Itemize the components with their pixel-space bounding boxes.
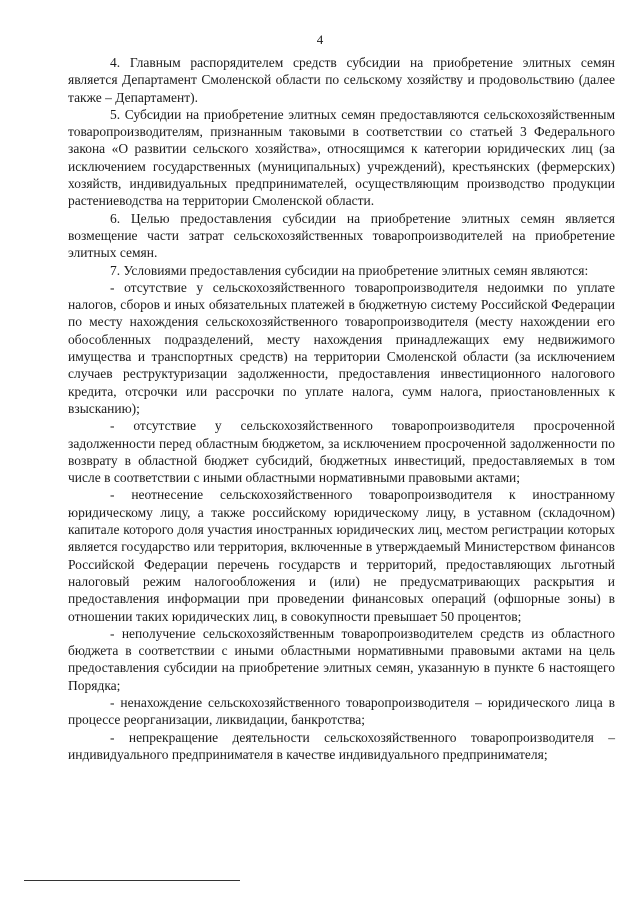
paragraph-4: 4. Главным распорядителем средств субсидии на приобретение элитных семян является Департамент Смоленской области по сельскому хозяйству и продовольствию (далее также – Департамент).: [68, 55, 615, 105]
page-number: 4: [316, 32, 324, 47]
condition-activity-not-ceased: - непрекращение деятельности сельскохозяйственного товаропроизводителя – индивидуального предпринимателя в качестве индивидуального предпринимателя;: [68, 729, 615, 762]
paragraph-5: 5. Субсидии на приобретение элитных семян предоставляются сельскохозяйственным товаропроизводителям, признанным таковыми в соответствии со статьей 3 Федерального закона «О развитии сельского хозяйства», относящимся к категории юридических лиц (за исключением государственных (муниципальных) учреждений), крестьянских (фермерских) хозяйств, индивидуальных предпринимателей, осуществляющим производство продукции растениеводства на территории Смоленской области.: [68, 106, 615, 209]
paragraph-6: 6. Целью предоставления субсидии на приобретение элитных семян является возмещение части затрат сельскохозяйственных товаропроизводителей на приобретение элитных семян.: [68, 210, 615, 261]
footnote-separator: [24, 880, 240, 881]
condition-no-tax-arrears: - отсутствие у сельскохозяйственного товаропроизводителя недоимки по уплате налогов, сборов и иных обязательных платежей в бюджетную систему Российской Федерации по месту нахождения сельскохозяйственного товаропроизводителя (месту нахождении его обособленных подразделений, месту нахождения принадлежащих ему недвижимого имущества и транспортных средств) на территории Смоленской области (за исключением случаев реструктуризации задолженности, предоставления инвестиционного налогового кредита, отсрочки или рассрочки по уплате налога, сумм налога, приостановленных к взысканию);: [68, 279, 615, 416]
condition-not-foreign-entity: - неотнесение сельскохозяйственного товаропроизводителя к иностранному юридическому лицу, а также российскому юридическому лицу, в уставном (складочном) капитале которого доля участия иностранных юридических лиц, местом регистрации которых является государство или территория, включенные в утверждаемый Министерством финансов Российской Федерации перечень государств и территорий, предоставляющих льготный налоговый режим налогообложения и (или) не предусматривающих раскрытия и предоставления информации при проведении финансовых операций (офшорные зоны) в отношении таких юридических лиц, в совокупности превышает 50 процентов;: [68, 487, 615, 624]
document-body: [68, 54, 615, 763]
condition-no-overdue-debt: - отсутствие у сельскохозяйственного товаропроизводителя просроченной задолженности перед областным бюджетом, за исключением просроченной задолженности по возврату в областной бюджет субсидий, бюджетных инвестиций, предоставляемых в том числе в соответствии с иными областными нормативными правовыми актами;: [68, 418, 615, 486]
condition-no-reorganization: - ненахождение сельскохозяйственного товаропроизводителя – юридического лица в процессе реорганизации, ликвидации, банкротства;: [68, 694, 615, 728]
condition-no-other-funds: - неполучение сельскохозяйственным товаропроизводителем средств из областного бюджета в соответствии с иными областными нормативными правовыми актами на цель предоставления субсидии на приобретение элитных семян, указанную в пункте 6 настоящего Порядка;: [68, 625, 615, 693]
paragraph-7: 7. Условиями предоставления субсидии на приобретение элитных семян являются:: [110, 262, 589, 278]
